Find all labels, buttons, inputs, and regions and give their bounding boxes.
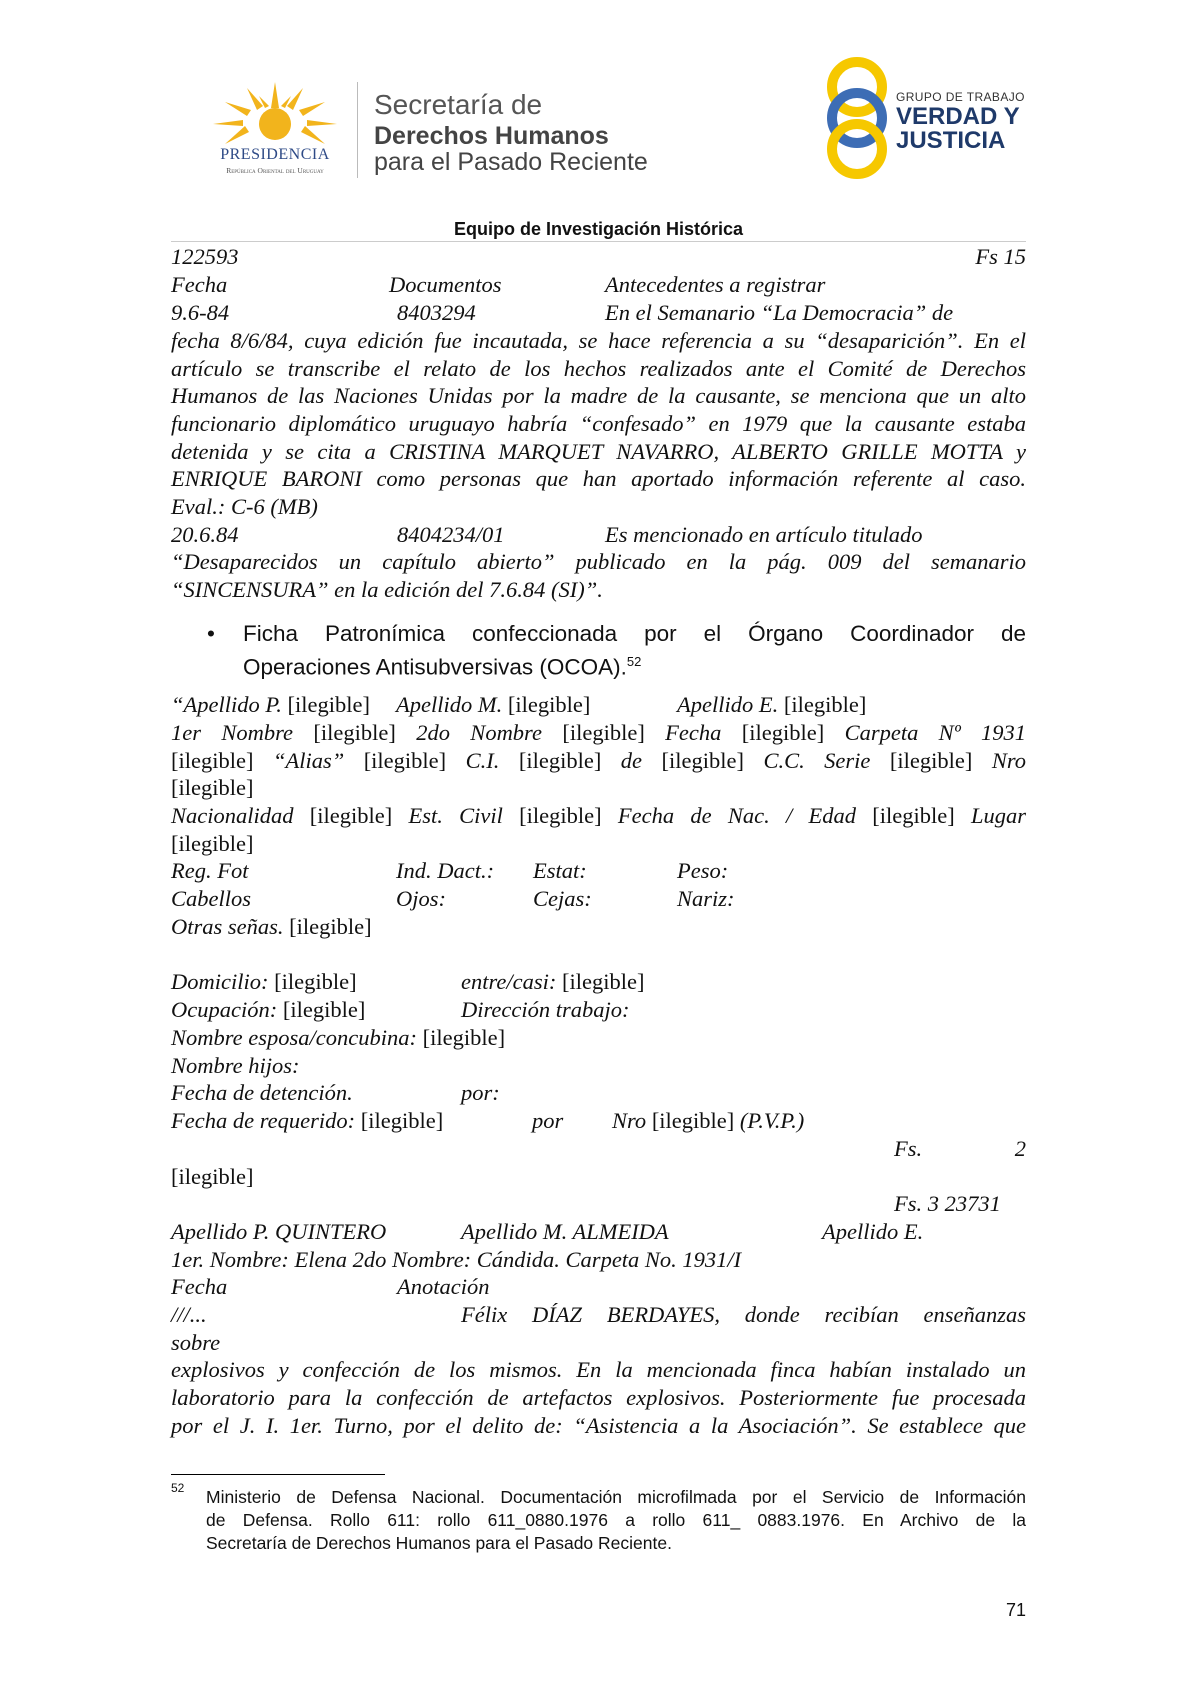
bullet-line-2-text: Operaciones Antisubversivas (OCOA). — [243, 654, 627, 680]
illegible-value: [ilegible] — [661, 748, 744, 773]
illegible-value: [ilegible] — [518, 748, 602, 773]
col-fecha: Fecha — [171, 1274, 228, 1299]
entry-text: Félix DÍAZ BERDAYES, donde recibían enseñanzas — [461, 1302, 1026, 1327]
ficha-line — [171, 857, 1026, 885]
field-label: Dirección trabajo: — [461, 997, 630, 1022]
folio: Fs. 3 23731 — [894, 1191, 1001, 1216]
field-label: C.I. — [465, 748, 500, 773]
field-label: Ojos: — [396, 886, 446, 911]
field-label: Nro — [612, 1108, 647, 1133]
illegible-value: [ilegible] — [562, 969, 645, 994]
field-label: Fecha de requerido: — [171, 1108, 356, 1133]
ficha-line — [171, 996, 1026, 1024]
illegible-value: [ilegible] — [872, 803, 955, 828]
header-divider — [357, 82, 358, 178]
illegible-value: [ilegible] — [651, 1108, 735, 1133]
field-label: Ind. Dact.: — [396, 858, 495, 883]
column-headers — [171, 271, 1026, 299]
folio: Fs. — [894, 1136, 923, 1161]
entry-text-line: detenida y se cita a CRISTINA MARQUET NAVARRO, ALBERTO GRILLE MOTTA y — [171, 439, 1026, 464]
ficha-line — [171, 747, 1026, 775]
secretaria-line-2: Derechos Humanos — [374, 122, 609, 150]
entry-2-row — [171, 521, 1026, 549]
illegible-value: [ilegible] — [519, 803, 602, 828]
entry-doc: 8404234/01 — [397, 522, 505, 547]
illegible-value: [ilegible] — [783, 692, 867, 717]
field-label: Estat: — [533, 858, 587, 883]
illegible-value: [ilegible] — [274, 969, 357, 994]
illegible-value: [ilegible] — [562, 720, 645, 745]
folio: Fs 15 — [975, 244, 1026, 269]
ficha-line — [171, 691, 1026, 719]
col-antecedentes: Antecedentes a registrar — [605, 272, 826, 297]
illegible-value: [ilegible] — [889, 748, 973, 773]
ficha-line — [171, 1079, 1026, 1107]
linked-rings-icon — [820, 56, 895, 181]
illegible-value: [ilegible] — [171, 748, 254, 773]
illegible-value: [ilegible] — [289, 914, 372, 939]
presidencia-text: PRESIDENCIA — [220, 146, 330, 163]
entry-text-line: “SINCENSURA” en la edición del 7.6.84 (SI)”. — [171, 577, 603, 602]
bullet-line-1: Ficha Patronímica confeccionada por el Órgano Coordinador de — [243, 621, 1026, 646]
field-label: Nombre esposa/concubina: — [171, 1025, 418, 1050]
gtvj-line-1: GRUPO DE TRABAJO — [896, 90, 1025, 104]
secretaria-line-1: Secretaría de — [374, 89, 543, 120]
field-label: “Apellido P. — [171, 692, 282, 717]
record-2-line: 1er. Nombre: Elena 2do Nombre: Cándida. Carpeta No. 1931/I — [171, 1247, 742, 1272]
folio-line — [171, 1135, 1026, 1163]
sun-icon — [195, 80, 355, 155]
illegible-value: [ilegible] — [171, 775, 254, 800]
field-label: Cejas: — [533, 886, 592, 911]
field-label: 1er Nombre — [171, 720, 294, 745]
ficha-line — [171, 1024, 1026, 1052]
field-label: Peso: — [677, 858, 729, 883]
illegible-value: [ilegible] — [363, 748, 447, 773]
illegible-value: [ilegible] — [422, 1025, 506, 1050]
field-label: Ocupación: — [171, 997, 278, 1022]
record-2-line: sobre — [171, 1330, 221, 1355]
ficha-line — [171, 885, 1026, 913]
ficha-line — [171, 913, 1026, 941]
field-label: entre/casi: — [461, 969, 557, 994]
entry-text: En el Semanario “La Democracia” de — [605, 300, 954, 325]
record-number: 122593 — [171, 244, 239, 269]
illegible-value: [ilegible] — [507, 692, 591, 717]
field-label: Nro — [991, 748, 1026, 773]
field-label: Reg. Fot — [171, 858, 249, 883]
field-label: Domicilio: — [171, 969, 269, 994]
entry-doc: 8403294 — [397, 300, 476, 325]
field-label: Fecha — [665, 720, 722, 745]
field-label: Nariz: — [677, 886, 735, 911]
record-2-line: por el J. I. 1er. Turno, por el delito de: “Asistencia a la Asociación”. Se establece que — [171, 1413, 1026, 1438]
entry-text-line: funcionario diplomático uruguayo habría “confesado” en 1979 que la causante estaba — [171, 411, 1026, 436]
col-anotacion: Anotación — [397, 1274, 490, 1299]
footnote-line: de Defensa. Rollo 611: rollo 611_0880.1976 a rollo 611_ 0883.1976. En Archivo de la — [206, 1510, 1026, 1530]
illegible-value: [ilegible] — [741, 720, 825, 745]
illegible-value: [ilegible] — [309, 803, 393, 828]
field-label: 2do Nombre — [416, 720, 542, 745]
field-label: “Alias” — [272, 748, 345, 773]
footnote-number: 52 — [171, 1481, 185, 1495]
entry-1-row — [171, 299, 1026, 327]
footnote-line: Secretaría de Derechos Humanos para el Pasado Reciente. — [206, 1533, 672, 1553]
col-documentos: Documentos — [389, 272, 502, 297]
field-label: Apellido P. QUINTERO — [171, 1219, 387, 1244]
entry-text-line: Eval.: C-6 (MB) — [171, 494, 318, 519]
entry-date: 9.6-84 — [171, 300, 230, 325]
page-number: 71 — [1005, 1600, 1026, 1620]
illegible-value: [ilegible] — [313, 720, 396, 745]
field-label: por — [532, 1108, 564, 1133]
folio-number: 2 — [1014, 1136, 1026, 1161]
record-2-row — [171, 1301, 1026, 1329]
entry-text-line: fecha 8/6/84, cuya edición fue incautada, se hace referencia a su “desaparición”. En el — [171, 328, 1026, 353]
record-2-line: explosivos y confección de los mismos. En la mencionada finca habían instalado un — [171, 1357, 1026, 1382]
illegible-value: [ilegible] — [282, 997, 366, 1022]
field-label: Nacionalidad — [171, 803, 294, 828]
presidencia-subtext: República Oriental del Uruguay — [226, 166, 324, 175]
gtvj-logo — [820, 56, 1030, 181]
field-label: Apellido E. — [677, 692, 779, 717]
ficha-line — [171, 968, 1026, 996]
ficha-line — [171, 802, 1026, 830]
field-label: Otras señas. — [171, 914, 284, 939]
field-label: por: — [461, 1080, 500, 1105]
field-label: C.C. Serie — [763, 748, 871, 773]
secretaria-line-3: para el Pasado Reciente — [374, 148, 648, 176]
presidencia-logo — [195, 80, 355, 180]
record-2-names — [171, 1218, 1026, 1246]
field-label: (P.V.P.) — [739, 1108, 805, 1133]
ficha-line: Nombre hijos: — [171, 1053, 300, 1078]
illegible-value: [ilegible] — [171, 831, 254, 856]
continuation-mark: ///... — [171, 1302, 207, 1327]
illegible-value: [ilegible] — [360, 1108, 444, 1133]
record-2-headers — [171, 1273, 1026, 1301]
footnote-line: Ministerio de Defensa Nacional. Documentación microfilmada por el Servicio de Información — [206, 1487, 1026, 1507]
entry-text-line: artículo se transcribe el relato de los hechos realizados ante el Comité de Derechos — [171, 356, 1026, 381]
bullet-line-2 — [243, 648, 641, 682]
entry-text-line: “Desaparecidos un capítulo abierto” publicado en la pág. 009 del semanario — [171, 549, 1026, 574]
entry-text-line: ENRIQUE BARONI como personas que han aportado información referente al caso. — [171, 466, 1026, 491]
field-label: Fecha de Nac. / Edad — [617, 803, 856, 828]
field-label: de — [620, 748, 643, 773]
ficha-line — [171, 1107, 1026, 1135]
header-rule — [171, 241, 1026, 242]
entry-date: 20.6.84 — [171, 522, 239, 547]
record-2-line: laboratorio para la confección de artefactos explosivos. Posteriormente fue procesada — [171, 1385, 1026, 1410]
footnote-rule — [171, 1474, 385, 1475]
illegible-value: [ilegible] — [171, 1164, 254, 1189]
field-label: Carpeta Nº — [844, 720, 961, 745]
field-label: Est. Civil — [408, 803, 503, 828]
entry-text: Es mencionado en artículo titulado — [605, 522, 923, 547]
illegible-value: [ilegible] — [287, 692, 370, 717]
entry-text-line: Humanos de las Naciones Unidas por la madre de la causante, se menciona que un alto — [171, 383, 1026, 408]
record-header — [171, 243, 1026, 271]
footnote-ref: 52 — [626, 654, 642, 669]
gtvj-line-3: JUSTICIA — [896, 127, 1006, 154]
field-label: Apellido E. — [822, 1219, 924, 1244]
gtvj-line-2: VERDAD Y — [896, 103, 1020, 130]
field-label: Apellido M. ALMEIDA — [461, 1219, 669, 1244]
carpeta-number: 1931 — [981, 720, 1027, 745]
field-label: Cabellos — [171, 886, 252, 911]
team-title: Equipo de Investigación Histórica — [453, 219, 744, 239]
folio-line — [171, 1190, 1026, 1218]
field-label: Lugar — [971, 803, 1027, 828]
bullet-dot: • — [207, 621, 215, 646]
field-label: Fecha de detención. — [171, 1080, 353, 1105]
ficha-line — [171, 719, 1026, 747]
field-label: Apellido M. — [396, 692, 503, 717]
col-fecha: Fecha — [171, 272, 228, 297]
